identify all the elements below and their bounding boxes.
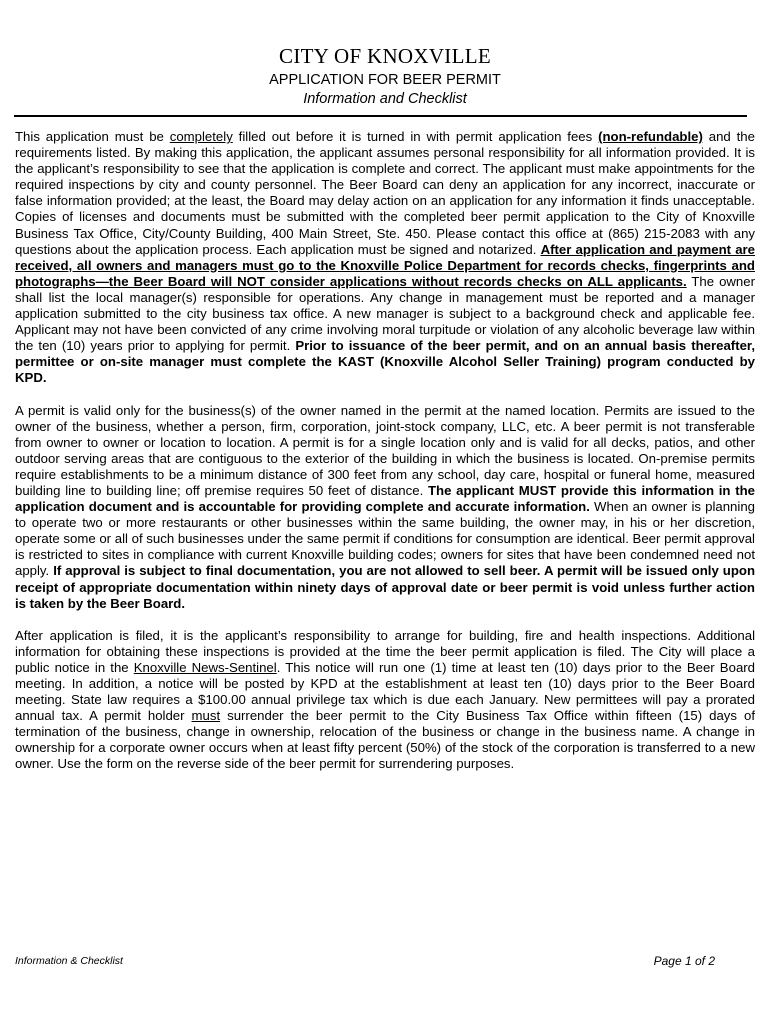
emphasis-final-documentation: If approval is subject to final documentation, you are not allowed to sell beer. A permit will be issued only upon receipt of appropriate documentation within ninety days of approval date or beer permit is void unless further action is taken by the Beer Board. — [15, 563, 756, 611]
text-run: The owner shall list the local manager(s) responsible for operations. Any change in management must be reported and a manager application submitted to the city business tax office. A new manager is subject to a background check and applicable fee. Applicant may not have been convicted of any crime involving moral turpitude or violation of any alcoholic beverage law within the ten (10) years prior to applying for permit. — [15, 273, 755, 354]
text-run: This application must be — [15, 129, 170, 144]
document-subtitle: Information and Checklist — [303, 91, 467, 107]
text-run: After application is filed, it is the applicant’s responsibility to arrange for building, fire and health inspections. Additional information for obtaining these inspections is provided at the time the beer permit application is filed. The City will place a public notice in the — [15, 627, 755, 675]
document-body — [15, 129, 755, 789]
emphasis-applicant-must-provide: The applicant MUST provide this information in the application document and is accountable for providing complete and accurate information. — [15, 482, 755, 515]
header-divider — [14, 115, 747, 117]
paragraph-after-filing — [15, 628, 755, 773]
footer-page-number: Page 1 of 2 — [653, 954, 715, 968]
text-run: A permit is valid only for the business(s) of the owner named in the permit at the named location. Permits are issued to the owner of the business, whether a person, firm, corporation, joint-stock company, LLC, etc. A beer permit is not transferable from owner to owner or location to location. A permit is for a single location only and is valid for all decks, patios, and other outdoor serving areas that are contiguous to the exterior of the building in which the business is located. On-premise permits require establishments to be a minimum distance of 300 feet from any school, day care, hospital or funeral home, measured building line to building line; off premise requires 50 feet of distance. — [15, 402, 755, 498]
text-run: When an owner is planning to operate two or more restaurants or other businesses within the same building, the owner may, in his or her discretion, operate some or all of such businesses under the same permit if conditions for consumption are identical. Beer permit approval is restricted to sites in compliance with current Knoxville building codes; owners for sites that have been condemned need not apply. — [15, 499, 755, 579]
text-run: . This notice will run one (1) time at least ten (10) days prior to the Beer Board meeting. In addition, a notice will be posted by KPD at the establishment at least ten (10) days prior to the Beer Board meeting. State law requires a $100.00 annual privilege tax which is due each January. New permittees will pay a prorated annual tax. A permit holder — [15, 659, 755, 724]
application-title: APPLICATION FOR BEER PERMIT — [269, 72, 501, 88]
footer-document-name: Information & Checklist — [15, 955, 123, 967]
document-header — [0, 44, 770, 108]
paragraph-application-requirements — [15, 129, 755, 387]
emphasis-kast-training: Prior to issuance of the beer permit, and on an annual basis thereafter, permittee or on-site manager must complete the KAST (Knoxville Alcohol Seller Training) program conducted by KPD. — [15, 338, 755, 386]
newspaper-name: Knoxville News-Sentinel — [133, 659, 277, 675]
city-name: CITY OF KNOXVILLE — [279, 44, 491, 68]
text-run: filled out before it is turned in with permit application fees — [232, 129, 599, 144]
emphasis-records-check: After application and payment are received, all owners and managers must go to the Knoxville Police Department for records checks, fingerprints and photographs—the Beer Board will NOT consider applications without records checks on ALL applicants. — [15, 241, 756, 289]
emphasis-completely: completely — [169, 129, 233, 144]
text-run: and the requirements listed. By making this application, the applicant assumes personal responsibility for all information provided. It is the applicant’s responsibility to see that the application is complete and correct. The applicant must make appointments for the required inspections by city and county personnel. The Beer Board can deny an application for any incorrect, inaccurate or false information provided; at the least, the Board may delay action on an application for any information it finds unacceptable. Copies of licenses and documents must be submitted with the completed beer permit application to the City of Knoxville Business Tax Office, City/County Building, 400 Main Street, Ste. 450. Please contact this office at (865) 215-2083 with any questions about the application process. Each application must be signed and notarized. — [15, 129, 755, 257]
text-run: surrender the beer permit to the City Business Tax Office within fifteen (15) days of termination of the business, change in ownership, relocation of the business or change in the business name. A change in ownership for a corporate owner occurs when at least fifty percent (50%) of the stock of the corporation is transferred to a new owner. Use the form on the reverse side of the beer permit for surrendering purposes. — [15, 708, 755, 772]
emphasis-must: must — [191, 708, 221, 724]
paragraph-permit-validity — [15, 403, 755, 612]
emphasis-non-refundable: (non-refundable) — [598, 129, 703, 144]
